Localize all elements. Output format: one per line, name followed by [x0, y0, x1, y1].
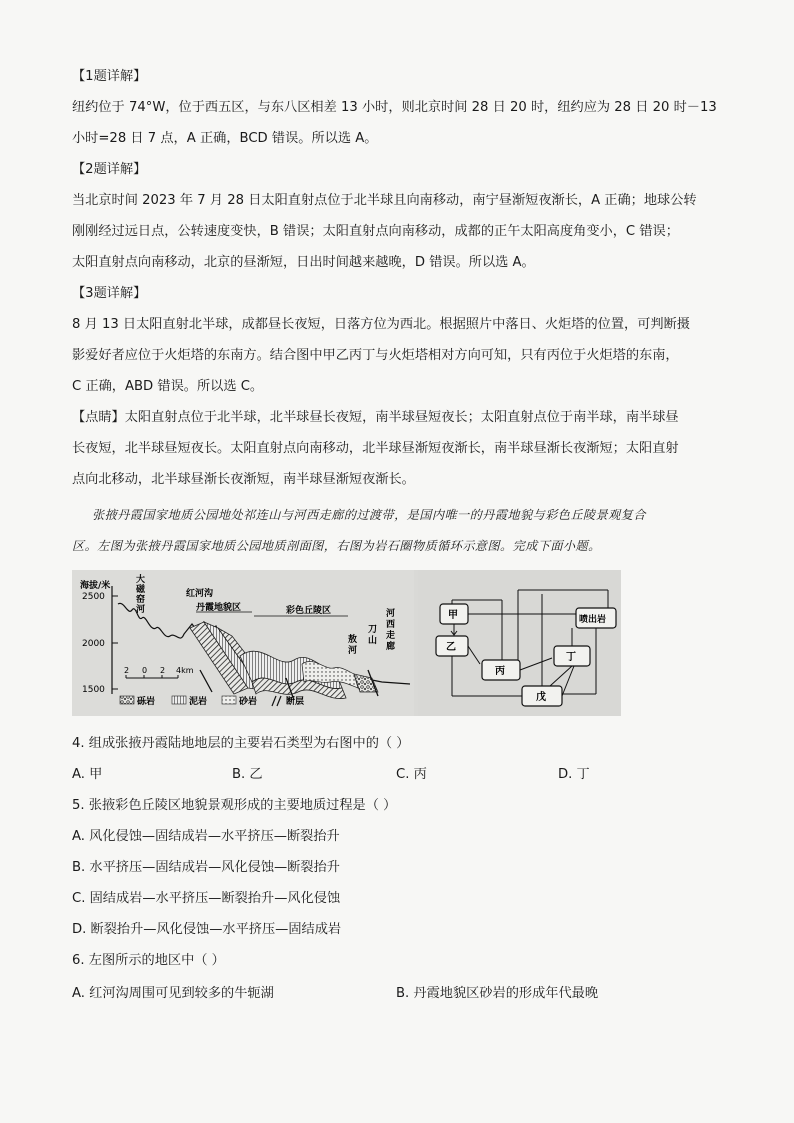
q4-option-b[interactable]: B. 乙	[232, 767, 263, 782]
figure-svg	[72, 570, 621, 716]
scale-label-2l: 2	[124, 666, 130, 675]
q3-header: 【3题详解】	[72, 286, 147, 301]
q5-option-c[interactable]: C. 固结成岩—水平挤压—断裂抬升—风化侵蚀	[72, 891, 341, 906]
tip-line-3: 点向北移动，北半球昼渐长夜渐短，南半球昼渐短夜渐长。	[72, 472, 415, 487]
cross-section-bg	[72, 570, 414, 716]
node-ding-label: 丁	[566, 652, 576, 663]
node-wu-label: 戊	[536, 692, 546, 703]
q2-line-2: 刚刚经过远日点，公转速度变快，B 错误；太阳直射点向南移动，成都的正午太阳高度角变小，C 错误；	[72, 224, 679, 239]
label-sanhe-1: 敖	[348, 635, 358, 645]
q4-option-a[interactable]: A. 甲	[72, 767, 103, 782]
legend-sandstone: 砂岩	[239, 697, 258, 707]
label-daoshan-1: 刀	[368, 625, 378, 635]
q4-option-c[interactable]: C. 丙	[396, 767, 427, 782]
node-yi-label: 乙	[446, 642, 456, 653]
q3-line-1: 8 月 13 日太阳直射北半球，成都昼长夜短，日落方位为西北。根据照片中落日、火炬塔的位置，可判断摄	[72, 317, 690, 332]
ytick-2500: 2500	[82, 592, 105, 602]
label-danxia-zone: 丹霞地貌区	[196, 603, 242, 613]
legend-fault: 断层	[286, 697, 305, 707]
label-dacigou-2: 磁	[136, 585, 146, 595]
label-caise-zone: 彩色丘陵区	[286, 606, 332, 616]
node-pengchuyan-label: 喷出岩	[579, 615, 607, 625]
q6-option-a[interactable]: A. 红河沟周围可见到较多的牛轭湖	[72, 986, 274, 1001]
label-sanhe-2: 河	[348, 646, 358, 656]
legend-mudstone: 泥岩	[189, 697, 208, 707]
label-dacigou-4: 河	[136, 605, 146, 615]
scale-label-2r: 2	[160, 666, 166, 675]
q5-option-d[interactable]: D. 断裂抬升—风化侵蚀—水平挤压—固结成岩	[72, 922, 342, 937]
q3-line-3: C 正确，ABD 错误。所以选 C。	[72, 379, 264, 394]
label-honghegou: 红河沟	[186, 589, 214, 599]
q4-option-d[interactable]: D. 丁	[558, 767, 590, 782]
q5-option-a[interactable]: A. 风化侵蚀—固结成岩—水平挤压—断裂抬升	[72, 829, 340, 844]
label-daoshan-2: 山	[368, 636, 378, 646]
label-hexi-2: 西	[386, 620, 396, 630]
intro-line-1: 张掖丹霞国家地质公园地处祁连山与河西走廊的过渡带，是国内唯一的丹霞地貌与彩色丘陵景观复合	[92, 508, 646, 522]
label-hexi-3: 走	[386, 631, 396, 641]
node-bing-label: 丙	[495, 666, 505, 677]
intro-line-2: 区。左图为张掖丹霞国家地质公园地质剖面图，右图为岩石圈物质循环示意图。完成下面小题。	[72, 539, 601, 553]
q1-line-1: 纽约位于 74°W，位于西五区，与东八区相差 13 小时，则北京时间 28 日 20 时，纽约应为 28 日 20 时－13	[72, 100, 717, 115]
q5-option-b[interactable]: B. 水平挤压—固结成岩—风化侵蚀—断裂抬升	[72, 860, 340, 875]
ytick-2000: 2000	[82, 639, 105, 649]
q4-stem: 4. 组成张掖丹霞陆地地层的主要岩石类型为右图中的（ ）	[72, 736, 410, 751]
q2-line-1: 当北京时间 2023 年 7 月 28 日太阳直射点位于北半球且向南移动，南宁昼渐短夜渐长，A 正确；地球公转	[72, 193, 697, 208]
label-hexi-1: 河	[386, 609, 396, 619]
q1-header: 【1题详解】	[72, 69, 147, 84]
q6-option-b[interactable]: B. 丹霞地貌区砂岩的形成年代最晚	[396, 986, 599, 1001]
label-hexi-4: 廊	[386, 642, 396, 652]
tip-line-2: 长夜短，北半球昼短夜长。太阳直射点向南移动，北半球昼渐短夜渐长，南半球昼渐长夜渐短；太阳直射	[72, 441, 679, 456]
ytick-1500: 1500	[82, 685, 105, 695]
q5-stem: 5. 张掖彩色丘陵区地貌景观形成的主要地质过程是（ ）	[72, 798, 397, 813]
label-dacigou-1: 大	[136, 575, 146, 585]
q2-line-3: 太阳直射点向南移动，北京的昼渐短，日出时间越来越晚，D 错误。所以选 A。	[72, 255, 535, 270]
geology-figure	[72, 570, 621, 716]
q6-stem: 6. 左图所示的地区中（ ）	[72, 953, 225, 968]
label-dacigou-3: 窑	[136, 595, 146, 605]
tip-line-1: 【点睛】太阳直射点位于北半球，北半球昼长夜短，南半球昼短夜长；太阳直射点位于南半球，南半球昼	[72, 410, 679, 425]
node-jia-label: 甲	[448, 610, 458, 621]
scale-label-4km: 4km	[176, 666, 194, 675]
scale-label-0: 0	[142, 666, 148, 675]
q2-header: 【2题详解】	[72, 162, 147, 177]
y-axis-title: 海拔/米	[80, 581, 111, 591]
q3-line-2: 影爱好者应位于火炬塔的东南方。结合图中甲乙丙丁与火炬塔相对方向可知，只有丙位于火炬塔的东南，	[72, 348, 679, 363]
legend-conglomerate: 砾岩	[137, 697, 156, 707]
q1-line-2: 小时=28 日 7 点，A 正确，BCD 错误。所以选 A。	[72, 131, 378, 146]
